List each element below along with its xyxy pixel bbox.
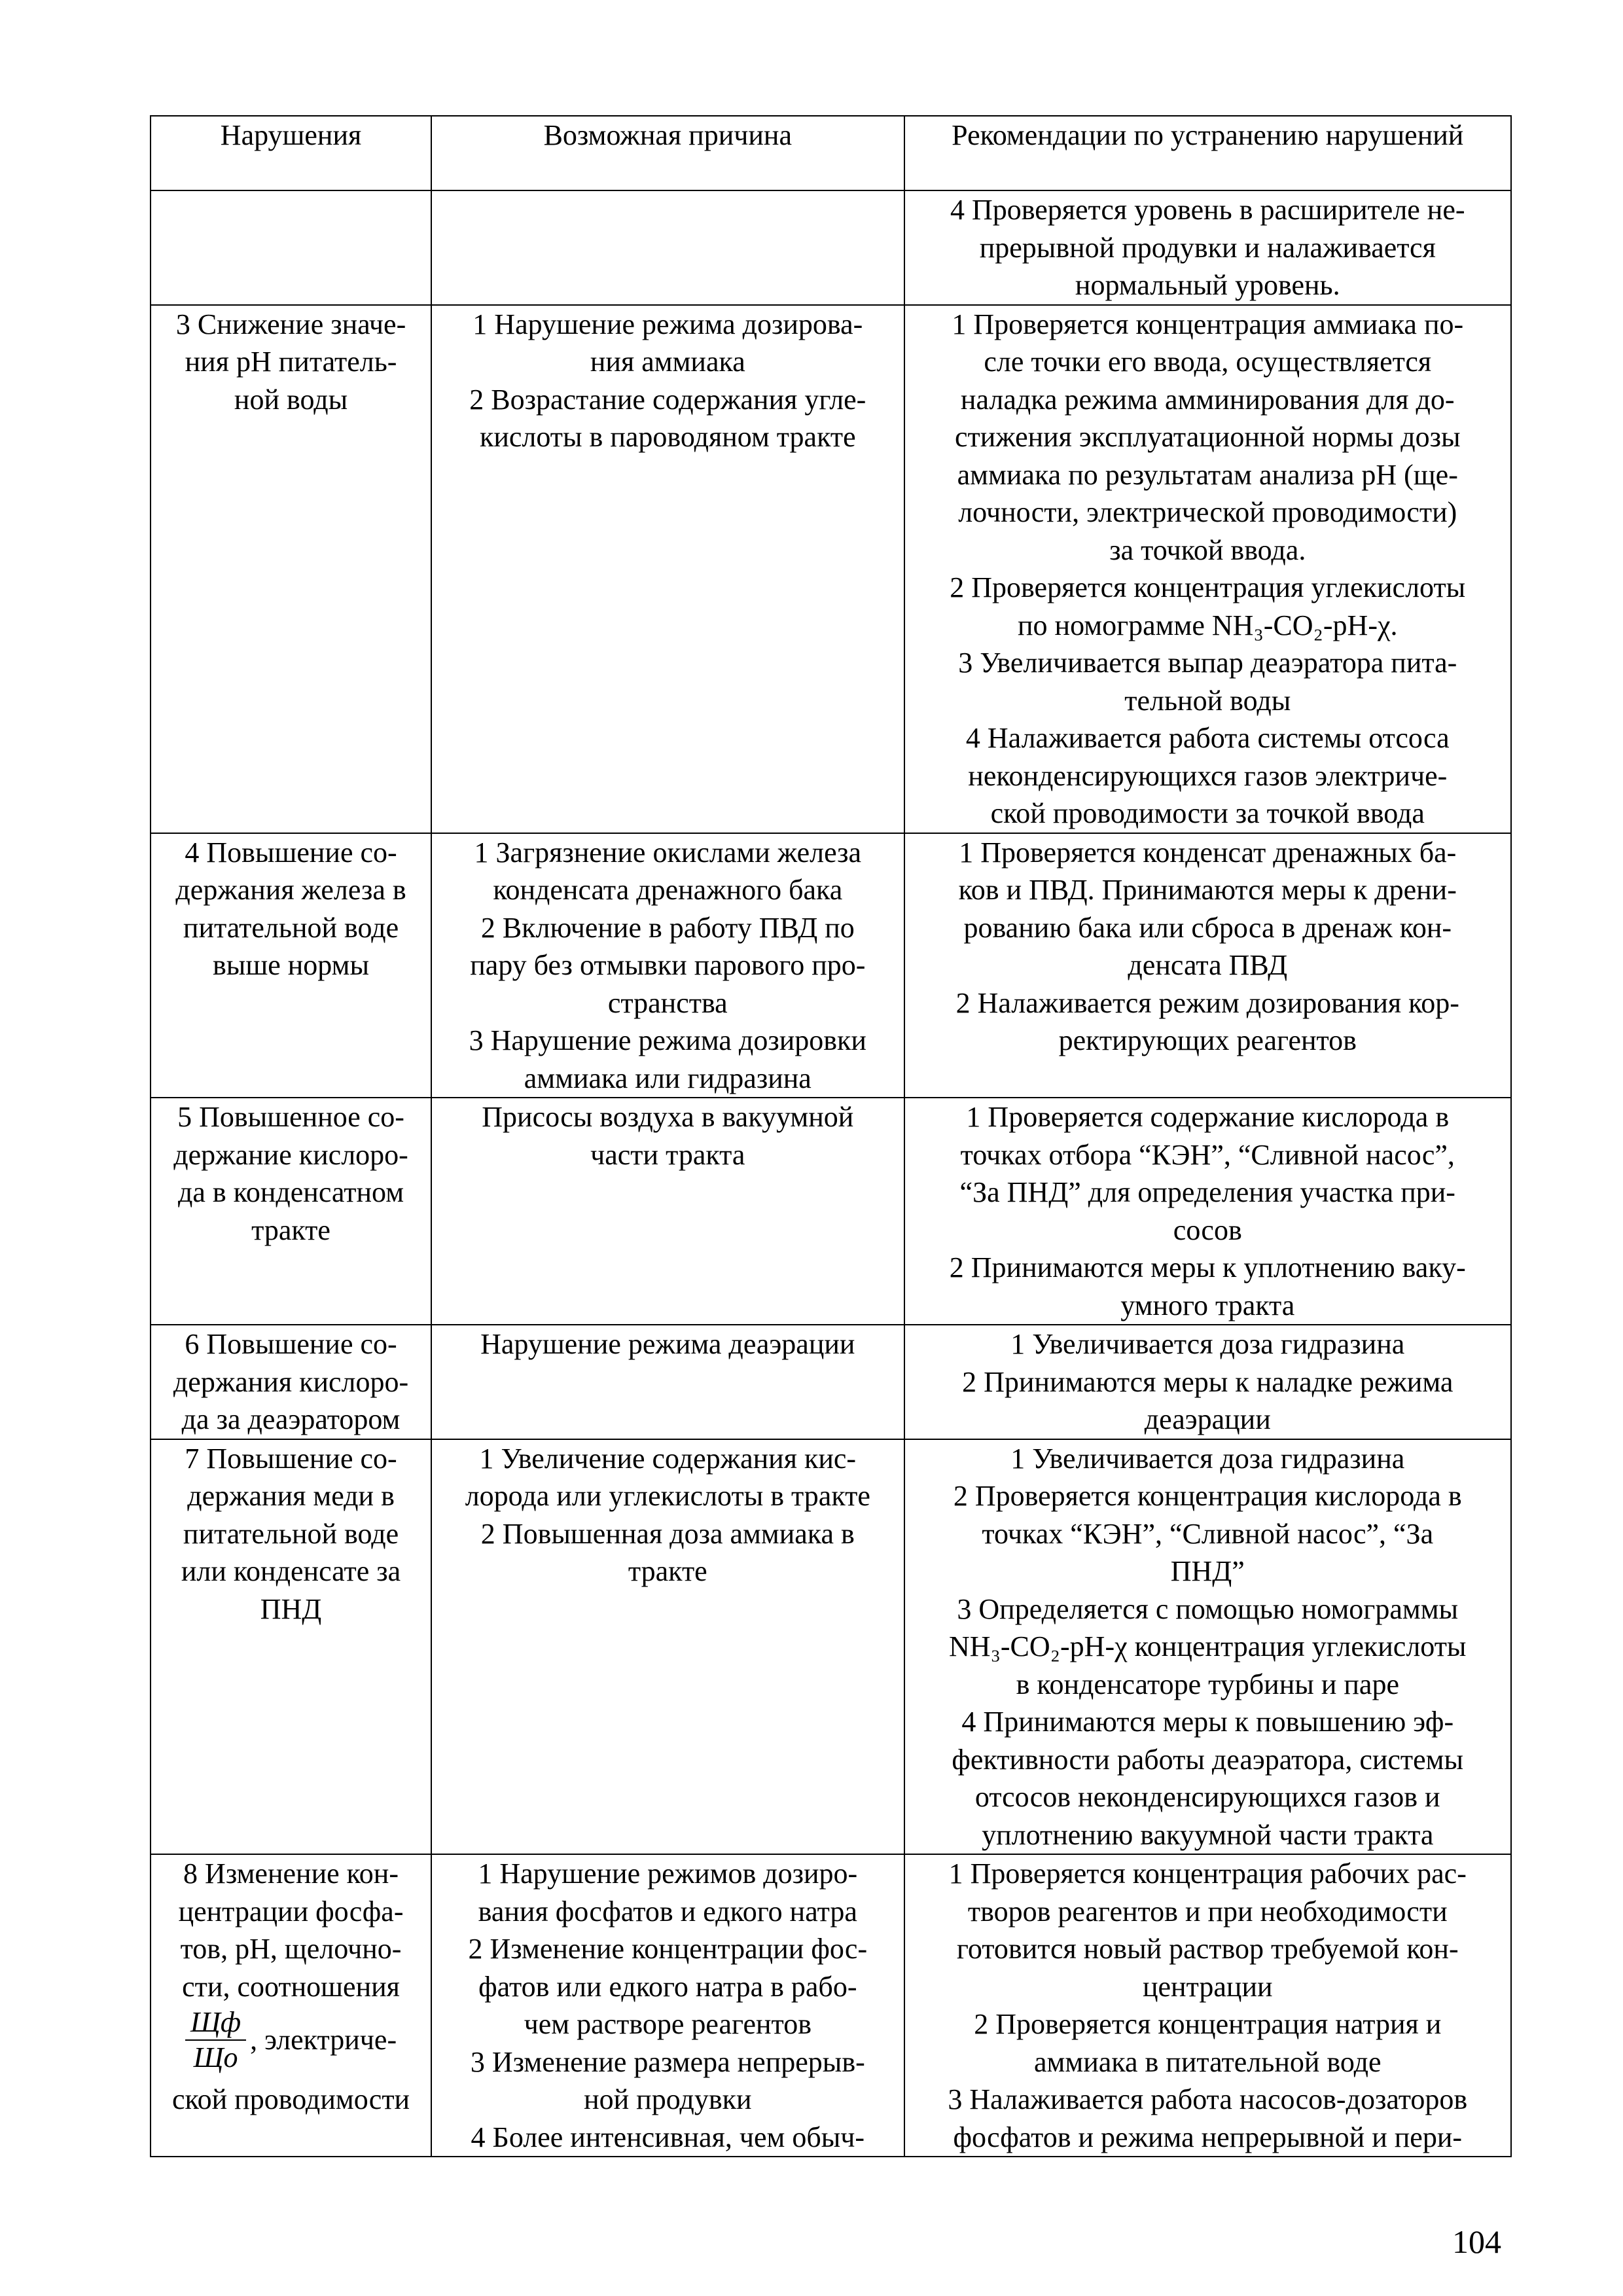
table-row (151, 1325, 1511, 1439)
cell-line: за точкой ввода. (1109, 533, 1306, 566)
page-number: 104 (1452, 2223, 1501, 2260)
cell-line: вания фосфатов и едкого натра (478, 1895, 857, 1928)
ratio-formula (154, 2005, 428, 2081)
cell-line: ректирующих реагентов (1058, 1024, 1357, 1056)
cell-line: 4 Принимаются меры к повышению эф- (961, 1706, 1454, 1738)
violation-cell (151, 1854, 431, 2157)
recommendation-cell (904, 190, 1511, 305)
cell-line: деаэрации (1144, 1403, 1271, 1435)
fraction-denominator: Що (193, 2041, 238, 2073)
cell-line: ной продувки (584, 2083, 752, 2115)
cell-line: держания железа в (175, 874, 406, 906)
cell-line: 3 Изменение размера непрерыв- (470, 2045, 865, 2078)
cell-line: 1 Проверяется концентрация аммиака по- (952, 308, 1464, 340)
cell-line: выше нормы (213, 949, 370, 981)
cell-line: тракте (251, 1213, 330, 1246)
recommendation-cell (904, 305, 1511, 833)
cell-line: нормальный уровень. (1075, 269, 1340, 301)
cell-line: 1 Увеличивается доза гидразина (1010, 1328, 1405, 1360)
cell-line: сосов (1173, 1213, 1242, 1246)
recommendation-cell (904, 1098, 1511, 1325)
cause-cell (431, 1325, 904, 1439)
cause-cell (431, 190, 904, 305)
cell-line: рованию бака или сброса в дренаж кон- (963, 911, 1452, 944)
recommendation-cell (904, 1854, 1511, 2157)
cell-line: 6 Повышение со- (185, 1328, 397, 1360)
cell-line: денсата ПВД (1128, 949, 1288, 981)
cell-line: творов реагентов и при необходимости (967, 1895, 1448, 1928)
cell-line: 2 Принимаются меры к уплотнению ваку- (949, 1251, 1466, 1283)
recommendation-cell (904, 833, 1511, 1098)
cell-line: 1 Загрязнение окислами железа (474, 836, 862, 869)
cell-line: ния pH питатель- (185, 346, 397, 378)
header-violations: Нарушения (151, 116, 431, 190)
cell-line: готовится новый раствор требуемой кон- (956, 1933, 1459, 1965)
cell-line: отсосов неконденсирующихся газов и (974, 1781, 1440, 1813)
cell-line: да в конденсатном (177, 1176, 404, 1208)
cell-line: 2 Проверяется концентрация натрия и (974, 2008, 1442, 2040)
fraction-trailing-text: , электриче- (250, 2024, 397, 2056)
cell-line: 4 Налаживается работа системы отсоса (965, 722, 1450, 754)
cell-line: тракте (628, 1555, 707, 1587)
cell-line: или конденсате за (181, 1555, 401, 1587)
cell-line: 8 Изменение кон- (183, 1857, 399, 1890)
cell-line: центрации (1142, 1970, 1273, 2003)
cell-line: держания кислоро- (173, 1365, 409, 1398)
cell-line: фосфатов и режима непрерывной и пери- (953, 2121, 1463, 2153)
fraction-numerator: Щф (185, 2005, 246, 2041)
table-row (151, 1098, 1511, 1325)
cell-line: держания меди в (187, 1480, 395, 1512)
violations-table (150, 115, 1512, 2157)
cell-line: 1 Проверяется конденсат дренажных ба- (959, 836, 1457, 869)
cell-line: ния аммиака (590, 346, 745, 378)
cell-line: 2 Повышенная доза аммиака в (480, 1517, 855, 1550)
cell-line: пару без отмывки парового про- (470, 949, 866, 981)
cell-line: тов, pH, щелочно- (180, 1933, 402, 1965)
cell-line: 3 Налаживается работа насосов-дозаторов (948, 2083, 1468, 2115)
cell-line: фатов или едкого натра в рабо- (478, 1970, 857, 2003)
cell-line: чем растворе реагентов (524, 2008, 812, 2040)
cell-line: 1 Нарушение режима дозирова- (473, 308, 863, 340)
cause-cell (431, 305, 904, 833)
table-body (151, 190, 1511, 2157)
violation-cell (151, 1439, 431, 1855)
cell-line: 4 Проверяется уровень в расширителе не- (950, 194, 1465, 226)
cell-line: 3 Увеличивается выпар деаэратора пита- (958, 647, 1457, 679)
cell-line: в конденсаторе турбины и паре (1016, 1668, 1399, 1700)
cell-line: тельной воды (1124, 684, 1291, 717)
cell-line: 2 Изменение концентрации фос- (468, 1933, 868, 1965)
cell-line: аммиака или гидразина (524, 1062, 812, 1094)
cell-line: 4 Повышение со- (185, 836, 397, 869)
cell-line: 2 Налаживается режим дозирования кор- (955, 986, 1459, 1019)
cell-line: ской проводимости за точкой ввода (990, 797, 1425, 829)
cell-line: конденсата дренажного бака (493, 874, 843, 906)
cell-line: уплотнению вакуумной части тракта (982, 1818, 1434, 1851)
header-possible-cause: Возможная причина (431, 116, 904, 190)
cell-line: умного тракта (1120, 1289, 1295, 1321)
violation-cell (151, 1098, 431, 1325)
cell-line: 2 Возрастание содержания угле- (469, 383, 866, 416)
cell-line: 5 Повышенное со- (177, 1101, 404, 1133)
recommendation-cell (904, 1325, 1511, 1439)
cell-line: лочности, электрической проводимости) (958, 496, 1457, 528)
cause-cell (431, 1854, 904, 2157)
cell-line: 3 Снижение значе- (175, 308, 406, 340)
cell-line: ПНД (260, 1592, 322, 1625)
cell-line: точках “КЭН”, “Сливной насос”, “За (982, 1517, 1434, 1550)
cell-line: Присосы воздуха в вакуумной (482, 1101, 854, 1133)
cause-cell (431, 1098, 904, 1325)
cell-line: 1 Проверяется концентрация рабочих рас- (948, 1857, 1467, 1890)
cause-cell (431, 833, 904, 1098)
cell-line: 1 Нарушение режимов дозиро- (478, 1857, 858, 1890)
cause-cell (431, 1439, 904, 1855)
cell-line: аммиака в питательной воде (1033, 2045, 1382, 2078)
cell-line: фективности работы деаэратора, системы (952, 1743, 1464, 1776)
table-row (151, 1439, 1511, 1855)
cell-line: 2 Проверяется концентрация углекислоты (950, 571, 1466, 603)
cell-line: 4 Более интенсивная, чем обыч- (471, 2121, 865, 2153)
cell-line: сле точки его ввода, осуществляется (984, 346, 1432, 378)
cell-line: лорода или углекислоты в тракте (465, 1480, 870, 1512)
cell-line: держание кислоро- (173, 1138, 408, 1171)
cell-line: ной воды (234, 383, 348, 416)
table-row (151, 305, 1511, 833)
cell-line: центрации фосфа- (178, 1895, 404, 1928)
cell-line: сти, соотношения (182, 1970, 400, 2003)
cell-line: ПНД” (1170, 1555, 1245, 1587)
fraction (185, 2005, 246, 2075)
cell-line: наладка режима амминирования для до- (960, 383, 1455, 416)
header-recommendations: Рекомендации по устранению нарушений (904, 116, 1511, 190)
cell-line: кислоты в пароводяном тракте (479, 421, 856, 453)
cell-line: 7 Повышение со- (185, 1442, 397, 1475)
cell-line: Нарушение режима деаэрации (480, 1328, 855, 1360)
cell-line: 2 Принимаются меры к наладке режима (962, 1365, 1454, 1398)
cell-line: прерывной продувки и налаживается (979, 231, 1436, 264)
cell-line: точках отбора “КЭН”, “Сливной насос”, (960, 1138, 1455, 1171)
violation-cell (151, 1325, 431, 1439)
table-row (151, 1854, 1511, 2157)
cell-line: NH₃-CO₂-pH-χ концентрация углекислоты (949, 1630, 1467, 1662)
cell-line: 3 Определяется с помощью номограммы (957, 1592, 1459, 1625)
violation-cell (151, 833, 431, 1098)
cell-line: 1 Увеличивается доза гидразина (1010, 1442, 1405, 1475)
violation-cell (151, 190, 431, 305)
cell-line: да за деаэратором (181, 1403, 401, 1435)
recommendation-cell (904, 1439, 1511, 1855)
table-header-row (151, 116, 1511, 190)
table-row (151, 833, 1511, 1098)
cell-line: питательной воде (183, 1517, 399, 1550)
cell-line: 2 Проверяется концентрация кислорода в (953, 1480, 1462, 1512)
cell-line: “За ПНД” для определения участка при- (959, 1176, 1455, 1208)
cell-line: аммиака по результатам анализа pH (ще- (957, 458, 1458, 491)
cell-line: странства (607, 986, 728, 1019)
cell-line: 1 Проверяется содержание кислорода в (966, 1101, 1450, 1133)
cell-line: части тракта (590, 1138, 745, 1171)
cell-line: стижения эксплуатационной нормы дозы (954, 421, 1461, 453)
cell-line: 3 Нарушение режима дозировки (469, 1024, 866, 1056)
violation-cell (151, 305, 431, 833)
cell-line: 1 Увеличение содержания кис- (479, 1442, 857, 1475)
cell-line: питательной воде (183, 911, 399, 944)
cell-line: неконденсирующихся газов электриче- (968, 759, 1448, 792)
cell-line: 2 Включение в работу ПВД по (480, 911, 855, 944)
cell-line: ков и ПВД. Принимаются меры к дрени- (958, 874, 1457, 906)
cell-line: ской проводимости (171, 2083, 410, 2115)
table-row (151, 190, 1511, 305)
cell-line: по номограмме NH₃-CO₂-pH-χ. (1018, 609, 1398, 641)
